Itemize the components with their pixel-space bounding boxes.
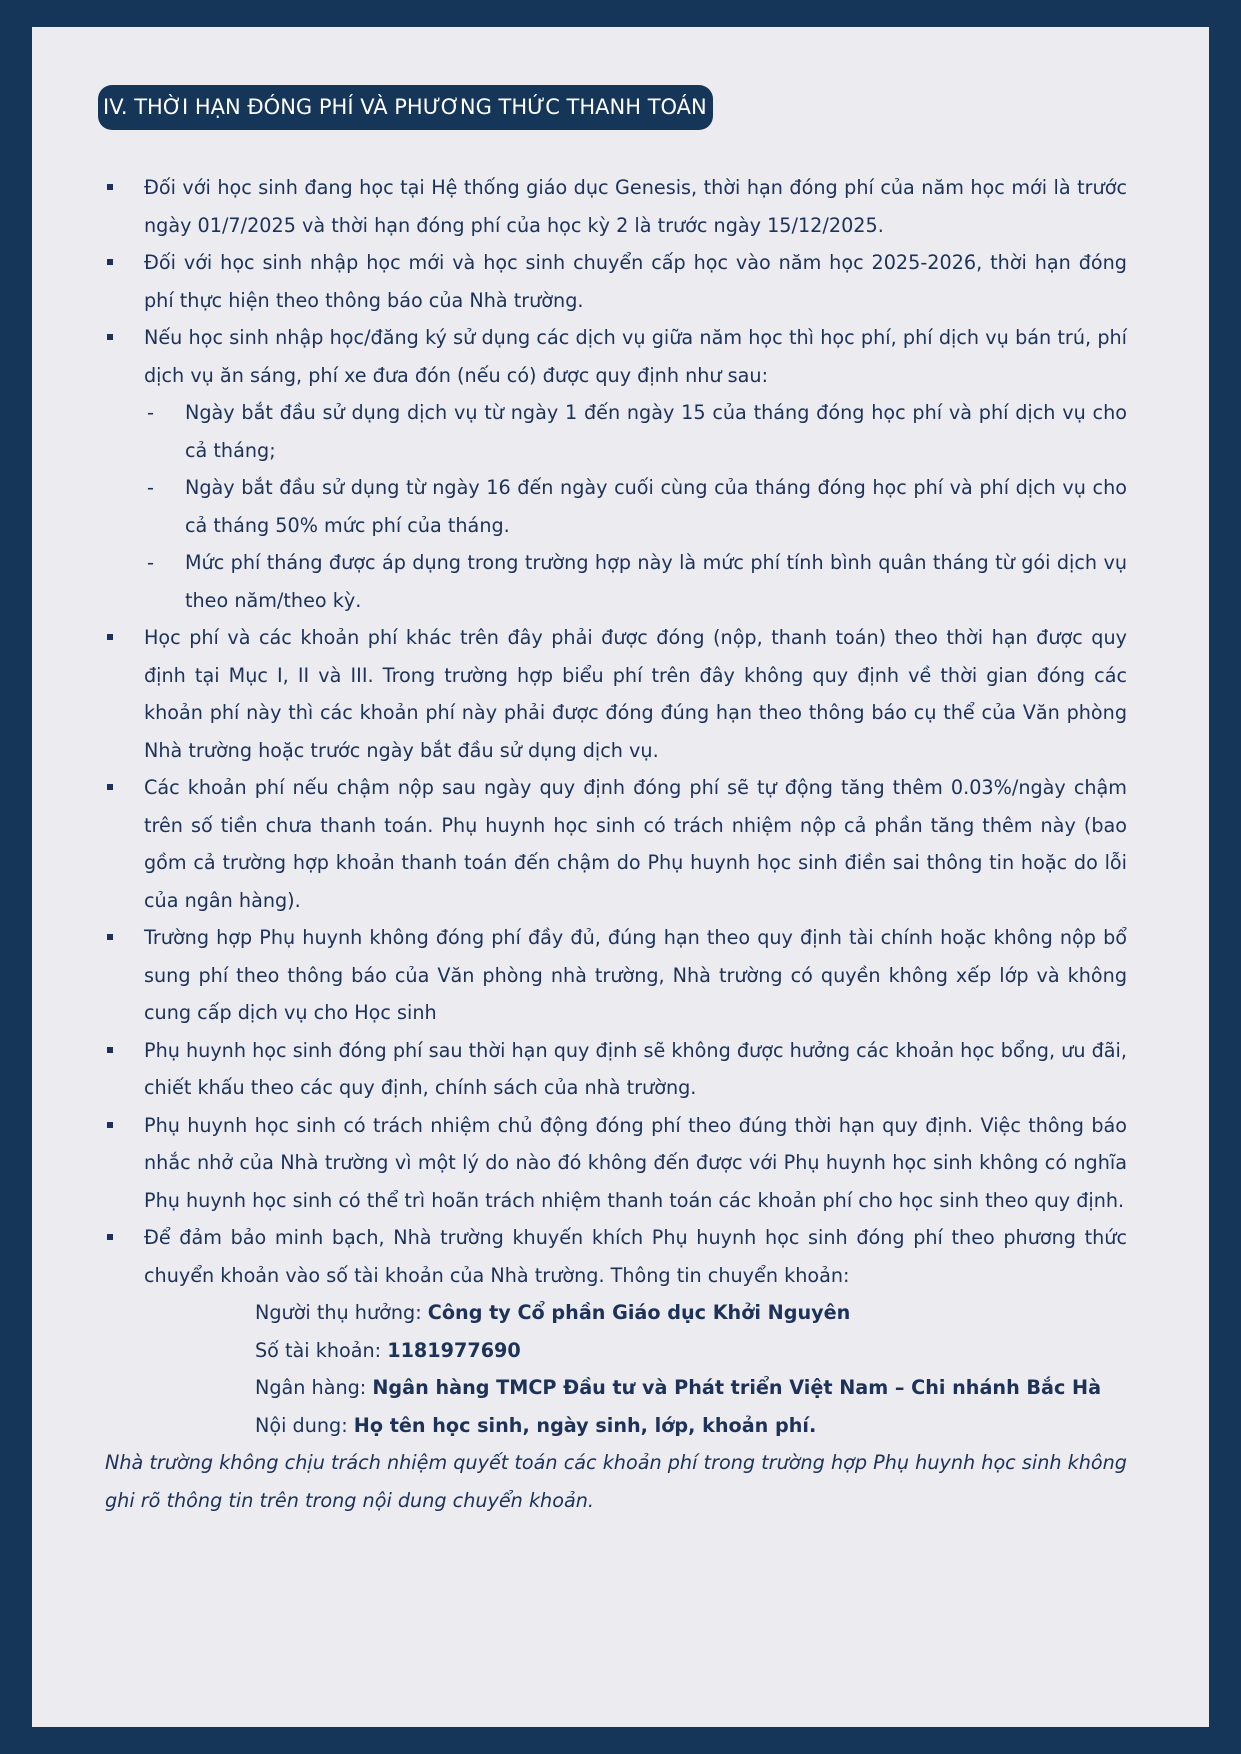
- dash-subitem: - Ngày bắt đầu sử dụng từ ngày 16 đến ngày cuối cùng của tháng đóng học phí và phí dịch vụ cho cả tháng 50% mức phí của tháng.: [105, 469, 1127, 544]
- bullet-item: Học phí và các khoản phí khác trên đây phải được đóng (nộp, thanh toán) theo thời hạn được quy định tại Mục I, II và III. Trong trường hợp biểu phí trên đây không quy định về thời gian đóng các khoản phí này thì các khoản phí này phải được đóng đúng hạn theo thông báo cụ thể của Văn phòng Nhà trường hoặc trước ngày bắt đầu sử dụng dịch vụ.: [105, 619, 1127, 769]
- bank-label: Ngân hàng:: [255, 1376, 373, 1399]
- beneficiary-value: Công ty Cổ phần Giáo dục Khởi Nguyên: [427, 1301, 851, 1324]
- payment-account: [105, 1332, 1127, 1370]
- account-value: 1181977690: [387, 1338, 521, 1362]
- bullet-item: Đối với học sinh đang học tại Hệ thống giáo dục Genesis, thời hạn đóng phí của năm học mới là trước ngày 01/7/2025 và thời hạn đóng phí của học kỳ 2 là trước ngày 15/12/2025.: [105, 169, 1127, 244]
- dash-subitem: - Mức phí tháng được áp dụng trong trường hợp này là mức phí tính bình quân tháng từ gói dịch vụ theo năm/theo kỳ.: [105, 544, 1127, 619]
- beneficiary-label: Người thụ hưởng:: [255, 1301, 428, 1324]
- content-label: Nội dung:: [255, 1413, 354, 1437]
- payment-beneficiary: [105, 1294, 1127, 1332]
- dash-subitem: - Ngày bắt đầu sử dụng dịch vụ từ ngày 1 đến ngày 15 của tháng đóng học phí và phí dịch vụ cho cả tháng;: [105, 394, 1127, 469]
- bullet-item: Phụ huynh học sinh đóng phí sau thời hạn quy định sẽ không được hưởng các khoản học bổng, ưu đãi, chiết khấu theo các quy định, chính sách của nhà trường.: [105, 1032, 1127, 1107]
- payment-terms-body: [105, 169, 1127, 1519]
- bullet-item: Đối với học sinh nhập học mới và học sinh chuyển cấp học vào năm học 2025-2026, thời hạn đóng phí thực hiện theo thông báo của Nhà trường.: [105, 244, 1127, 319]
- disclaimer-note: Nhà trường không chịu trách nhiệm quyết toán các khoản phí trong trường hợp Phụ huynh học sinh không ghi rõ thông tin trên trong nội dung chuyển khoản.: [105, 1451, 1127, 1512]
- section-heading: IV. THỜI HẠN ĐÓNG PHÍ VÀ PHƯƠNG THỨC THANH TOÁN: [98, 85, 713, 130]
- bullet-item: Phụ huynh học sinh có trách nhiệm chủ động đóng phí theo đúng thời hạn quy định. Việc thông báo nhắc nhở của Nhà trường vì một lý do nào đó không đến được với Phụ huynh học sinh không có nghĩa Phụ huynh học sinh có thể trì hoãn trách nhiệm thanh toán các khoản phí cho học sinh theo quy định.: [105, 1107, 1127, 1220]
- account-label: Số tài khoản:: [255, 1338, 388, 1362]
- content-value: Họ tên học sinh, ngày sinh, lớp, khoản phí.: [353, 1413, 817, 1437]
- bullet-item: Để đảm bảo minh bạch, Nhà trường khuyến khích Phụ huynh học sinh đóng phí theo phương thức chuyển khoản vào số tài khoản của Nhà trường. Thông tin chuyển khoản:: [105, 1219, 1127, 1294]
- bank-value: Ngân hàng TMCP Đầu tư và Phát triển Việt Nam – Chi nhánh Bắc Hà: [372, 1376, 1102, 1399]
- bullet-item: Các khoản phí nếu chậm nộp sau ngày quy định đóng phí sẽ tự động tăng thêm 0.03%/ngày chậm trên số tiền chưa thanh toán. Phụ huynh học sinh có trách nhiệm nộp cả phần tăng thêm này (bao gồm cả trường hợp khoản thanh toán đến chậm do Phụ huynh học sinh điền sai thông tin hoặc do lỗi của ngân hàng).: [105, 769, 1127, 919]
- bullet-item: Trường hợp Phụ huynh không đóng phí đầy đủ, đúng hạn theo quy định tài chính hoặc không nộp bổ sung phí theo thông báo của Văn phòng nhà trường, Nhà trường có quyền không xếp lớp và không cung cấp dịch vụ cho Học sinh: [105, 919, 1127, 1032]
- payment-content: [105, 1407, 1127, 1445]
- bullet-item: Nếu học sinh nhập học/đăng ký sử dụng các dịch vụ giữa năm học thì học phí, phí dịch vụ bán trú, phí dịch vụ ăn sáng, phí xe đưa đón (nếu có) được quy định như sau:: [105, 319, 1127, 394]
- payment-bank: [105, 1369, 1127, 1407]
